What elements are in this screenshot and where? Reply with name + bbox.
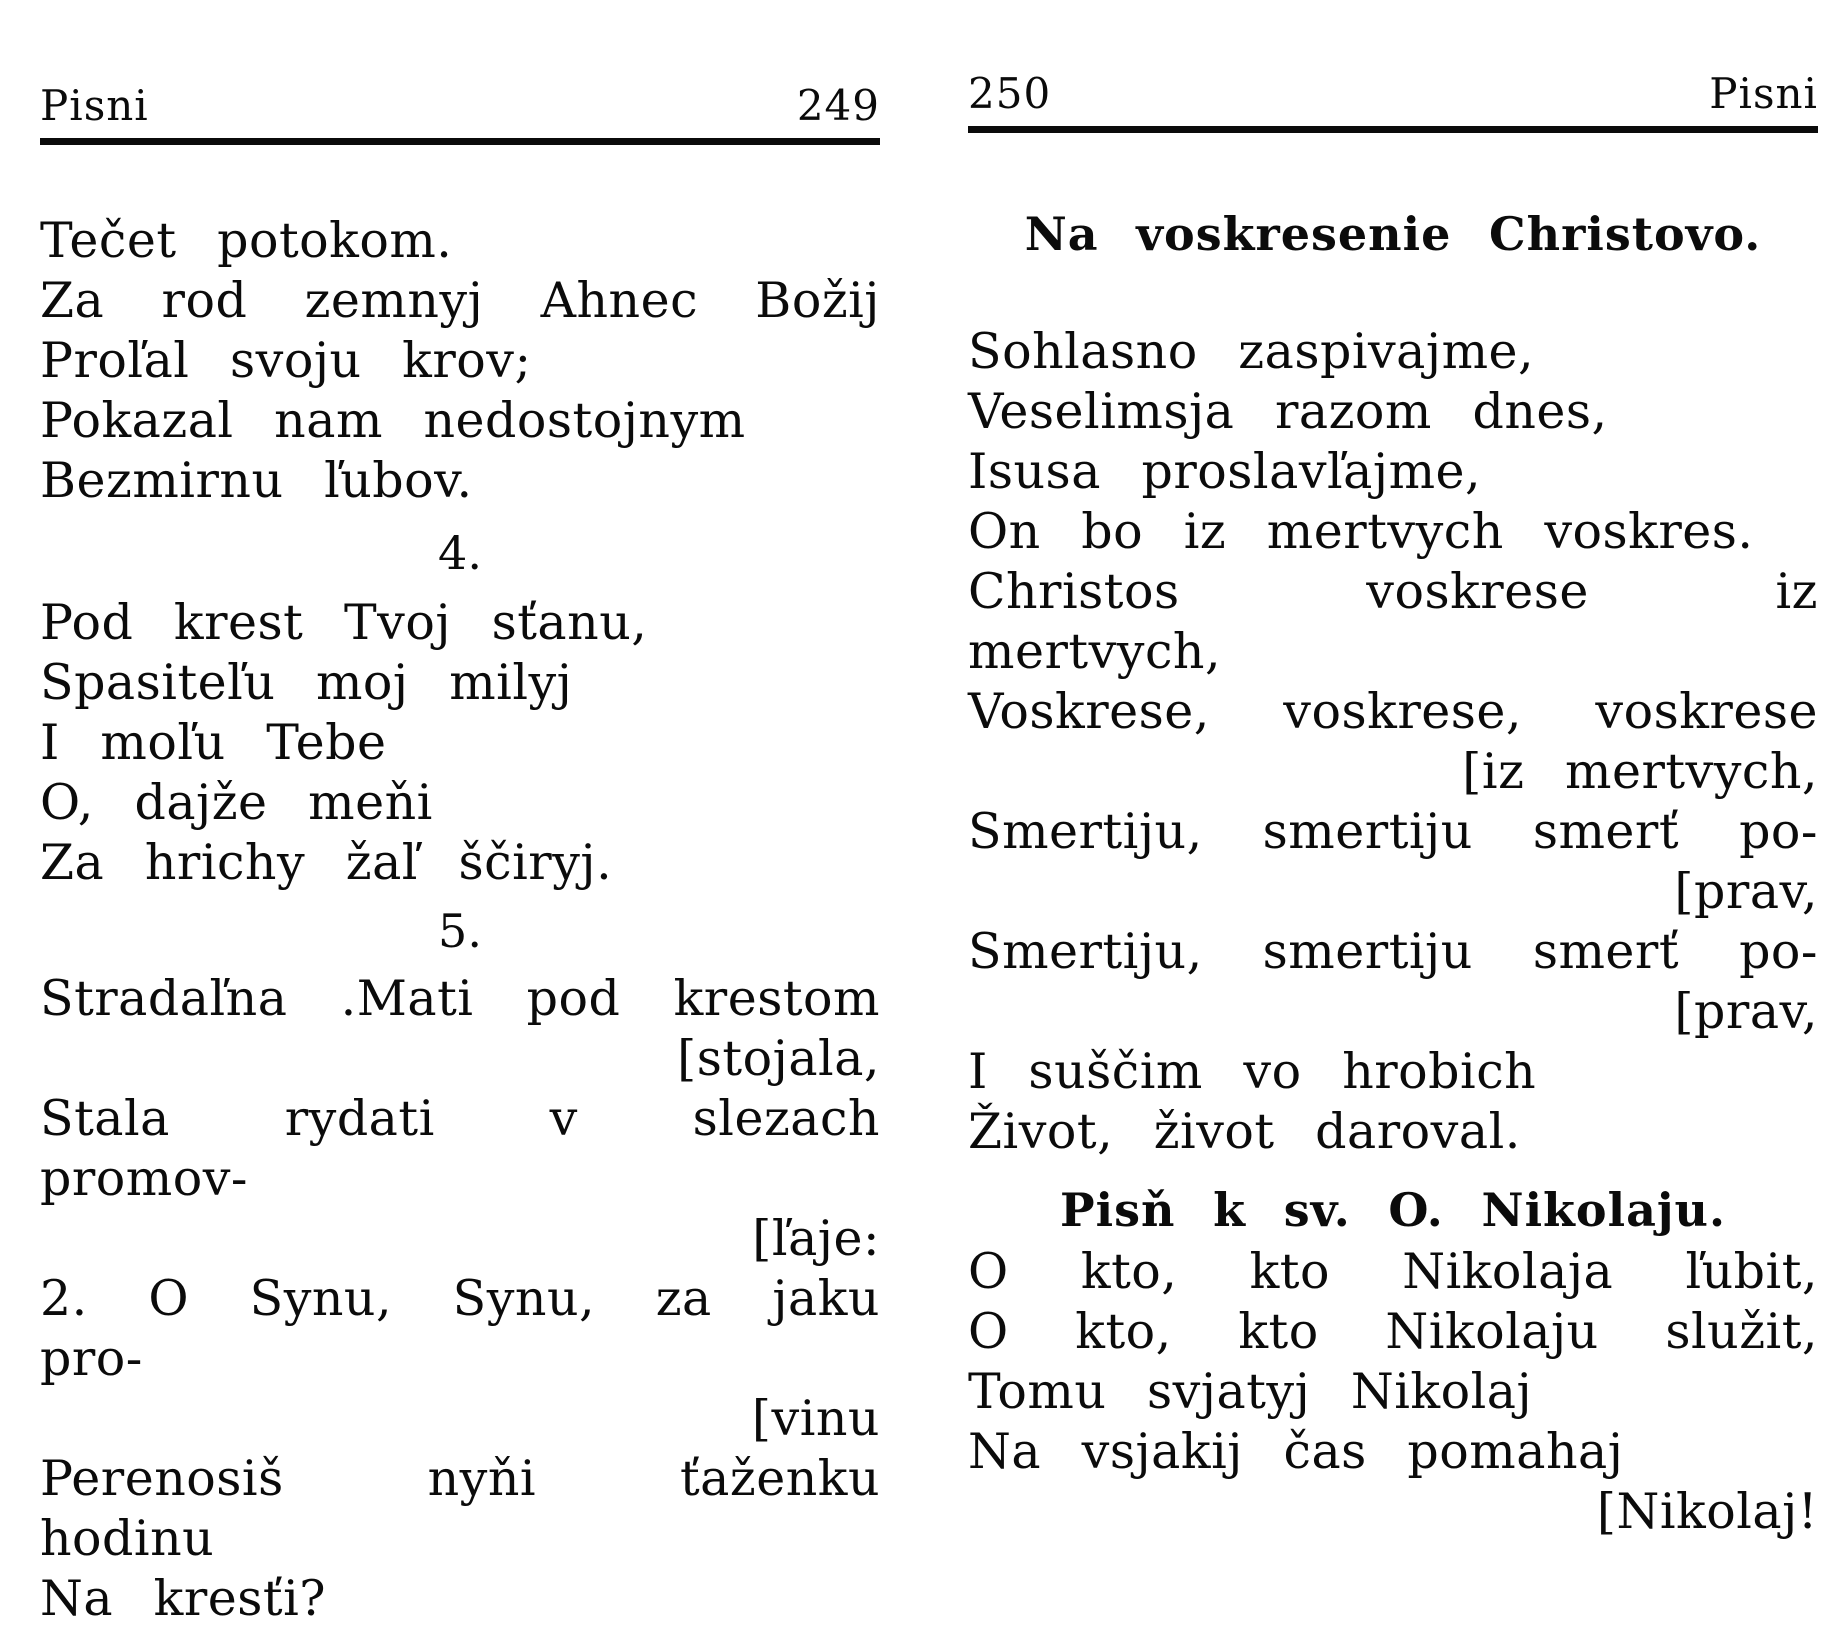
text-line-turnover: [vinu [751,1390,880,1447]
text-line-turnover: [prav, [1674,983,1818,1040]
text-line: Život, život daroval. [968,1103,1521,1160]
header-title: Pisni [1709,69,1818,118]
running-header-left [40,82,880,145]
text-line: I moľu Tebe [40,714,387,771]
text-line: Voskrese, voskrese, voskrese [968,683,1818,740]
text-line: Perenosiš nyňi ťaženku hodinu [40,1450,880,1567]
hymn-resurrection [968,322,1818,1162]
page-number: 250 [968,69,1052,118]
hymn-stanzas-left [40,211,880,1629]
text-line: Na kresťi? [40,1570,327,1627]
text-line: Isusa proslavľajme, [968,443,1482,500]
text-line: Pod krest Tvoj sťanu, [40,594,648,651]
page-right [968,0,1818,1542]
text-line: Za rod zemnyj Ahnec Božij [40,272,880,329]
header-title: Pisni [40,81,149,130]
stanza-number: 5. [438,904,482,958]
text-line: Tomu svjatyj Nikolaj [968,1363,1533,1420]
hymn-st-nicholas [968,1242,1818,1542]
text-line: Bezmirnu ľubov. [40,452,473,509]
text-line: O, dajže meňi [40,774,433,831]
hymn-title: Pisň k sv. O. Nikolaju. [1060,1183,1726,1237]
text-line-turnover: [stojala, [677,1030,880,1087]
text-line: I suščim vo hrobich [968,1043,1537,1100]
text-line: O kto, kto Nikolaja ľubit, [968,1243,1818,1300]
text-line: Stala rydati v slezach promov- [40,1090,880,1207]
text-line-turnover: [iz mertvych, [1462,743,1818,800]
page-number: 249 [796,81,880,130]
page-left [40,0,880,1629]
text-line: Spasiteľu moj milyj [40,654,573,711]
text-line: 2. O Synu, Synu, za jaku pro- [40,1270,880,1387]
text-line-turnover: [ľaje: [752,1210,880,1267]
stanza-number: 4. [438,526,482,580]
text-line: Pokazal nam nedostojnym [40,392,746,449]
text-line: Proľal svoju krov; [40,332,532,389]
text-line: Veselimsja razom dnes, [968,383,1608,440]
running-header-right [968,70,1818,133]
text-line: Tečet potokom. [40,212,453,269]
text-line-turnover: [Nikolaj! [1596,1483,1818,1540]
text-line: Sohlasno zaspivajme, [968,323,1535,380]
text-line: Christos voskrese iz mertvych, [968,563,1818,680]
hymn-title: Na voskresenie Christovo. [1024,207,1762,261]
text-line: Smertiju, smertiju smerť po- [968,803,1818,860]
text-line: Stradaľna .Mati pod krestom [40,970,880,1027]
text-line: O kto, kto Nikolaju služit, [968,1303,1818,1360]
text-line: Na vsjakij čas pomahaj [968,1423,1624,1480]
text-line: Za hrichy žaľ ščiryj. [40,834,613,891]
text-line-turnover: [prav, [1674,863,1818,920]
text-line: On bo iz mertvych voskres. [968,503,1754,560]
text-line: Smertiju, smertiju smerť po- [968,923,1818,980]
